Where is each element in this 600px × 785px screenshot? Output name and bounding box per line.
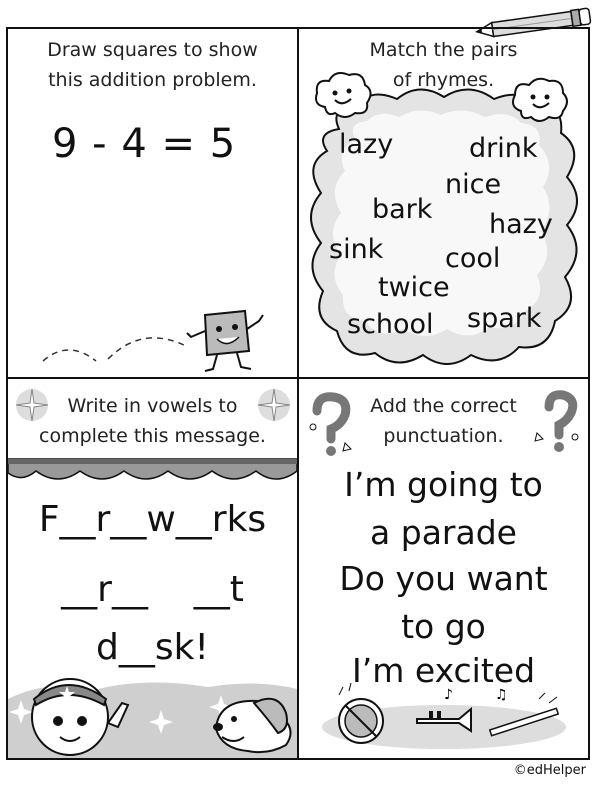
svg-text:♫: ♫ <box>495 687 508 703</box>
rhymes-instruction-line2: of rhymes. <box>392 69 495 91</box>
punctuation-sentence: I’m excited <box>351 651 536 690</box>
rhyme-word-cool: cool <box>445 243 501 274</box>
rhyme-word-drink: drink <box>469 133 538 164</box>
punctuation-sentence: to go <box>401 607 486 646</box>
rhyme-word-nice: nice <box>445 169 502 200</box>
addition-instruction-line2: this addition problem. <box>48 69 257 91</box>
punctuation-panel <box>299 379 588 758</box>
punctuation-sentence: Do you want <box>339 559 548 598</box>
drum-icon <box>339 683 383 743</box>
square-character-icon <box>183 307 273 377</box>
punctuation-instruction-line2: punctuation. <box>383 425 504 447</box>
rhyme-word-bark: bark <box>372 194 433 225</box>
rhyme-word-school: school <box>347 309 434 340</box>
rhymes-instruction-line1: Match the pairs <box>369 39 518 61</box>
vowel-line-3: d__sk! <box>96 627 209 668</box>
vowel-line-2: __r__ __t <box>61 569 244 610</box>
svg-text:♪: ♪ <box>444 687 453 703</box>
rhyme-word-sink: sink <box>329 234 384 265</box>
rhyme-word-twice: twice <box>378 272 450 303</box>
copyright-text: ©edHelper <box>513 763 586 778</box>
equation: 9 - 4 = 5 <box>52 121 237 167</box>
instruments-decoration <box>319 679 569 754</box>
vowels-instruction-line1: Write in vowels to <box>67 395 238 417</box>
vowel-line-1: F__r__w__rks <box>38 499 267 540</box>
punctuation-sentence: a parade <box>370 513 517 552</box>
rhyme-word-spark: spark <box>467 303 542 334</box>
rhyme-word-lazy: lazy <box>339 129 394 160</box>
addition-instruction-line1: Draw squares to show <box>47 39 258 61</box>
vowels-instruction-line2: complete this message. <box>39 425 266 447</box>
addition-panel <box>8 29 297 377</box>
dog-icon <box>208 689 297 758</box>
boy-pointing-icon <box>18 659 138 758</box>
rhyme-word-hazy: hazy <box>489 209 553 240</box>
rhymes-panel <box>299 29 588 377</box>
curtain-scallop-decoration <box>8 453 297 489</box>
vowels-panel <box>8 379 297 758</box>
punctuation-instruction-line1: Add the correct <box>370 395 517 417</box>
punctuation-sentence: I’m going to <box>344 465 543 504</box>
